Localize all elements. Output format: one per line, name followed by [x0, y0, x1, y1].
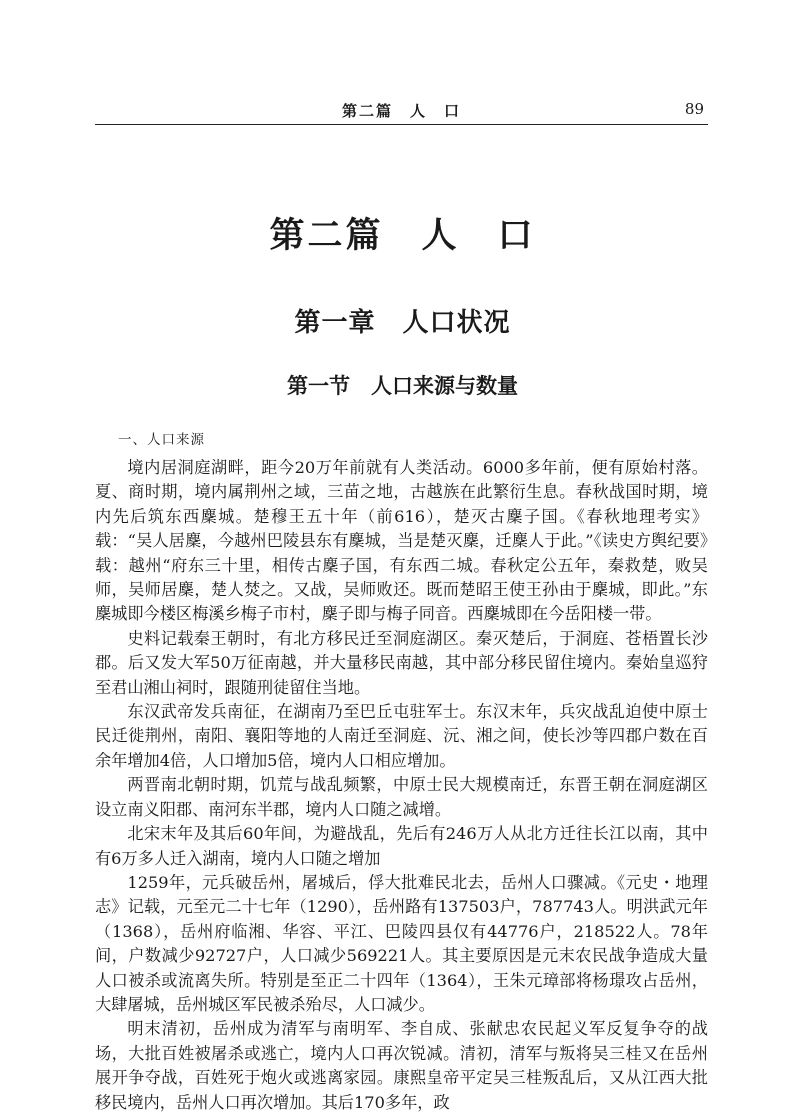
running-head — [95, 98, 708, 125]
paragraph: 两晋南北朝时期，饥荒与战乱频繁，中原士民大规模南迁，东晋王朝在洞庭湖区设立南义阳郡、南河东半郡，境内人口随之减增。 — [95, 775, 708, 819]
running-head-title: 第二篇 人 口 — [341, 102, 461, 120]
part-title: 第二篇 人 口 — [269, 215, 536, 256]
page-number: 89 — [684, 100, 704, 118]
subheading: 一、人口来源 — [118, 432, 205, 448]
section-title: 第一节 人口来源与数量 — [287, 373, 518, 398]
paragraph: 史料记载秦王朝时，有北方移民迁至洞庭湖区。秦灭楚后，于洞庭、苍梧置长沙郡。后又发大军50万征南越，并大量移民南越，其中部分移民留住境内。秦始皇巡狩至君山湘山祠时，跟随刑徒留住当地。 — [95, 628, 708, 697]
paragraph: 东汉武帝发兵南征，在湖南乃至巴丘屯驻军士。东汉末年，兵灾战乱迫使中原士民迁徙荆州，南阳、襄阳等地的人南迁至洞庭、沅、湘之间，使长沙等四郡户数在百余年增加4倍，人口增加5倍，境内人口相应增加。 — [95, 702, 708, 770]
chapter-title: 第一章 人口状况 — [294, 308, 511, 338]
body-text — [95, 456, 708, 1115]
paragraph: 1259年，元兵破岳州，屠城后，俘大批难民北去，岳州人口骤减。《元史・地理志》记载，元至元二十七年（1290），岳州路有137503户，787743人。明洪武元年（1368），岳州府临湘、华容、平江、巴陵四县仅有44776户，218522人。78年间，户数减少92727户，人口减少569221人。其主要原因是元末农民战争造成大量人口被杀或流离失所。特别是至正二十四年（1364），王朱元璋部将杨璟攻占岳州，大肆屠城，岳州城区军民被杀殆尽，人口减少。 — [95, 872, 708, 1014]
paragraph: 明末清初，岳州成为清军与南明军、李自成、张献忠农民起义军反复争夺的战场，大批百姓被屠杀或逃亡，境内人口再次锐减。清初，清军与叛将吴三桂又在岳州展开争夺战，百姓死于炮火或逃离家园。康熙皇帝平定吴三桂叛乱后，又从江西大批移民境内，岳州人口再次增加。其后170多年，政 — [95, 1019, 708, 1112]
paragraph: 北宋末年及其后60年间，为避战乱，先后有246万人从北方迁往长江以南，其中有6万多人迁入湖南，境内人口随之增加 — [95, 824, 708, 868]
paragraph: 境内居洞庭湖畔，距今20万年前就有人类活动。6000多年前，便有原始村落。夏、商时期，境内属荆州之域，三苗之地，古越族在此繁衍生息。春秋战国时期，境内先后筑东西麇城。楚穆王五十年（前616），楚灭古麇子国。《春秋地理考实》载：“吴人居麇，今越州巴陵县东有麇城，当是楚灭麇，迁麇人于此。”《读史方舆纪要》载：越州“府东三十里，相传古麇子国，有东西二城。春秋定公五年，秦救楚，败吴师，吴师居麇，楚人焚之。又战，吴师败还。既而楚昭王使王孙由于麇城，即此。”东麇城即今楼区梅溪乡梅子市村，麇子即与梅子同音。西麇城即在今岳阳楼一带。 — [95, 458, 708, 624]
